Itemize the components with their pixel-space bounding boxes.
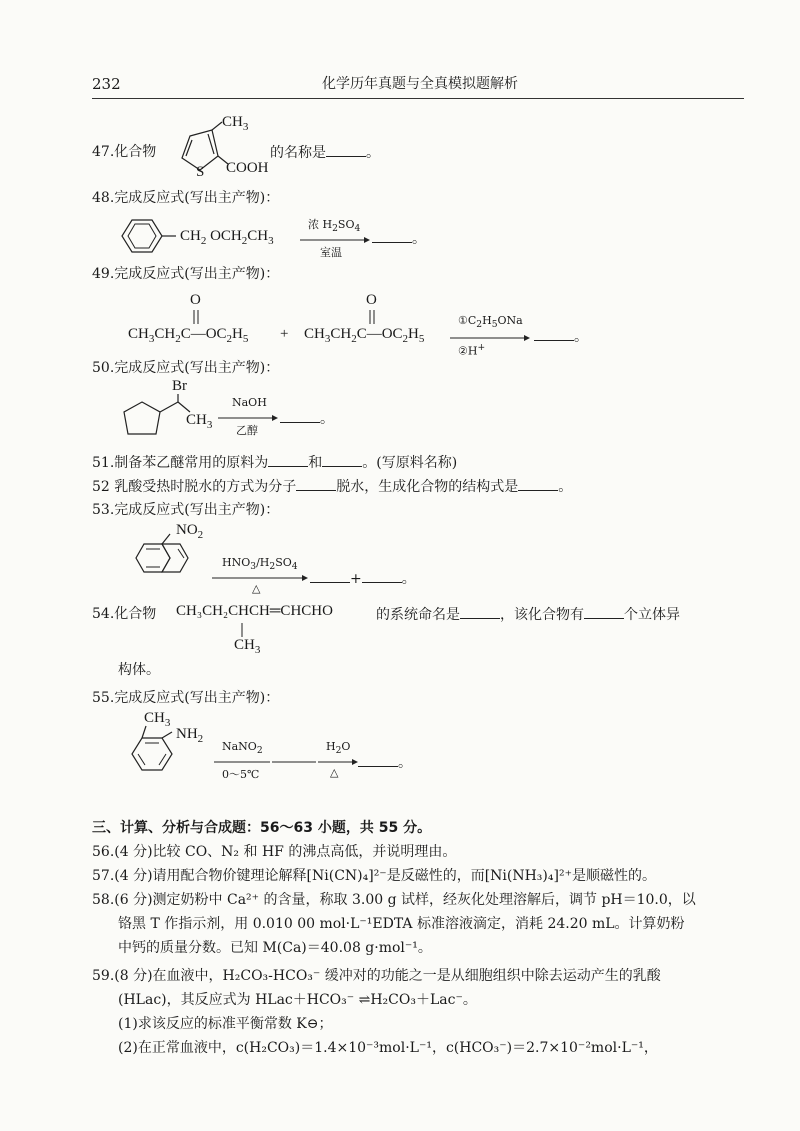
q59-line3: (1)求该反应的标准平衡常数 K⊖； xyxy=(118,1016,333,1032)
q55-reagent2-bottom: △ xyxy=(330,766,339,779)
q48-reactant: $CH_2$ $OCH_2CH_3$ xyxy=(180,228,274,247)
q49-arrow xyxy=(450,334,530,342)
q47-suffix: 的名称是 xyxy=(270,145,326,161)
q54-branch-bond xyxy=(240,623,244,637)
q55-arrow-1 xyxy=(214,758,270,766)
q49-end: 。 xyxy=(574,329,588,345)
q50-ch3: $CH_3$ xyxy=(186,412,213,431)
q47-blank xyxy=(326,142,366,157)
q54-text-d: 个立体异 xyxy=(624,607,680,623)
q49-double-bonds xyxy=(190,310,390,326)
q47-cooh: COOH xyxy=(226,160,269,176)
q55-reagent2-top: $H_2O$ xyxy=(326,740,351,757)
q47-ch3: CH xyxy=(222,114,243,130)
header-rule xyxy=(92,98,744,99)
q47-end: 。 xyxy=(366,145,380,161)
q53-reagent-bottom: △ xyxy=(252,582,261,595)
q50-label: 50.完成反应式(写出主产物)： xyxy=(92,360,280,376)
q48-label: 48.完成反应式(写出主产物)： xyxy=(92,190,280,206)
q49-plus: + xyxy=(280,326,289,342)
q58-line1: 58.(6 分)测定奶粉中 Ca²⁺ 的含量，称取 3.00 g 试样，经灰化处理溶解后，调节 pH＝10.0，以 xyxy=(92,892,696,908)
q50-end: 。 xyxy=(320,411,334,427)
q48-reagent-top: 浓 $H_2SO_4$ xyxy=(308,218,361,235)
q53-no2: $NO_2$ xyxy=(176,522,204,541)
q53-end: 。 xyxy=(401,571,416,587)
q54-text-c: ，该化合物有 xyxy=(500,607,584,623)
q59-line1: 59.(8 分)在血液中，H₂CO₃-HCO₃⁻ 缓冲对的功能之一是从细胞组织中除去运动产生的乳酸 xyxy=(92,968,661,984)
q47-prefix: 47.化合物 xyxy=(92,144,157,160)
q49-carbonyl-o2: O xyxy=(366,292,377,308)
q49-reagent-top: $①C_2H_5ONa$ xyxy=(458,314,523,331)
q48-reagent-bottom: 室温 xyxy=(320,246,342,259)
toluidine-structure xyxy=(124,732,184,784)
q47-sulfur: S xyxy=(196,164,205,180)
q55-blank-line xyxy=(272,758,318,766)
q49-carbonyl-o1: O xyxy=(190,292,201,308)
q55-reagent1-top: NaNO$_2$ xyxy=(222,740,263,757)
page-number: 232 xyxy=(92,75,121,93)
q50-blank xyxy=(280,408,320,423)
q54-text-e: 构体。 xyxy=(118,662,160,678)
q55-nh2: $NH_2$ xyxy=(176,726,204,745)
q48-blank xyxy=(372,228,412,243)
q53-plus: + xyxy=(350,571,362,587)
q49-ester-2: $CH_3CH_2C—OC_2H_5$ xyxy=(304,326,425,345)
q55-reagent1-bottom: 0～5℃ xyxy=(222,768,260,781)
q54-formula: CH₃CH₂CHCH═CHCHO xyxy=(176,603,333,619)
q58-line3: 中钙的质量分数。已知 M(Ca)＝40.08 g·mol⁻¹。 xyxy=(118,940,432,956)
q51-line: 51.制备苯乙醚常用的原料为 和 。(写原料名称) xyxy=(92,452,457,473)
q48-arrow xyxy=(300,236,370,244)
q53-blank-1 xyxy=(310,568,350,583)
q57-text: 57.(4 分)请用配合物价键理论解释[Ni(CN)₄]²⁻是反磁性的，而[Ni(NH₃)₄]²⁺是顺磁性的。 xyxy=(92,868,656,884)
benzene-ring-q48 xyxy=(118,214,178,258)
q49-ester-1: $CH_3CH_2C—OC_2H_5$ xyxy=(128,326,249,345)
q50-reagent-bottom: 乙醇 xyxy=(236,424,258,437)
q49-reagent-bottom: ②H+ xyxy=(458,342,486,358)
q52-line: 52 乳酸受热时脱水的方式为分子 脱水，生成化合物的结构式是 。 xyxy=(92,476,572,497)
q55-ch3: $CH_3$ xyxy=(144,710,171,729)
naphthalene-structure xyxy=(124,538,204,590)
q49-label: 49.完成反应式(写出主产物)： xyxy=(92,266,280,282)
q54-blank-2 xyxy=(584,604,624,619)
q59-line4: (2)在正常血液中，c(H₂CO₃)＝1.4×10⁻³mol·L⁻¹，c(HCO₃⁻)＝2.7×10⁻²mol·L⁻¹， xyxy=(118,1040,658,1056)
q53-blank-2 xyxy=(362,568,402,583)
q54-text-b: 的系统命名是 xyxy=(376,607,460,623)
book-title: 化学历年真题与全真模拟题解析 xyxy=(322,76,518,92)
q50-reagent-top: NaOH xyxy=(232,396,267,409)
q53-reagent-top: $HNO_3/H_2SO_4$ xyxy=(222,556,298,573)
q54-prefix: 54.化合物 xyxy=(92,606,157,622)
q55-arrow-2 xyxy=(318,758,358,766)
q55-end: 。 xyxy=(398,755,412,771)
q54-blank-1 xyxy=(460,604,500,619)
q53-arrow xyxy=(212,574,308,582)
q50-arrow xyxy=(218,414,278,422)
q48-end: 。 xyxy=(412,231,426,247)
q56-text: 56.(4 分)比较 CO、N₂ 和 HF 的沸点高低，并说明理由。 xyxy=(92,844,457,860)
q59-line2: (HLac)，其反应式为 HLac＋HCO₃⁻ ⇌H₂CO₃＋Lac⁻。 xyxy=(118,992,477,1008)
q55-blank xyxy=(358,752,398,767)
q49-blank xyxy=(534,326,574,341)
q53-label: 53.完成反应式(写出主产物)： xyxy=(92,502,280,518)
q55-label: 55.完成反应式(写出主产物)： xyxy=(92,690,280,706)
q50-bromine: Br xyxy=(172,378,187,394)
section-3-title: 三、计算、分析与合成题：56～63 小题，共 55 分。 xyxy=(92,820,432,836)
q58-line2: 铬黑 T 作指示剂，用 0.010 00 mol·L⁻¹EDTA 标准溶液滴定，消耗 24.20 mL。计算奶粉 xyxy=(118,916,685,932)
q54-branch: $CH_3$ xyxy=(234,637,261,656)
